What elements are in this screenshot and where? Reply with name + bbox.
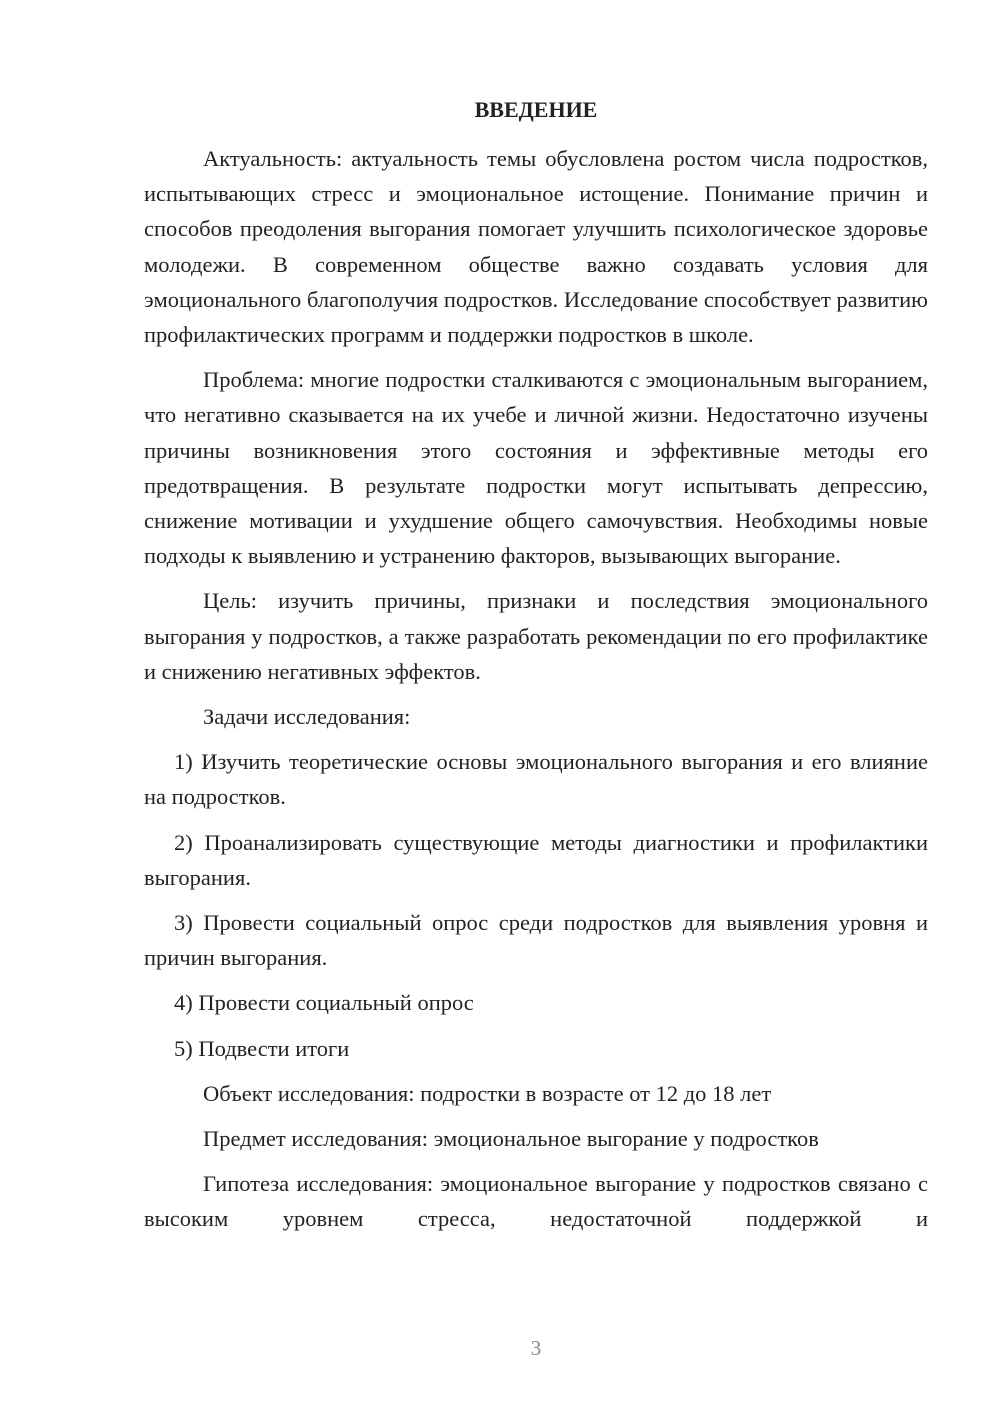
- task-item: 3) Провести социальный опрос среди подростков для выявления уровня и причин выгорания.: [144, 910, 928, 971]
- task-item: 2) Проанализировать существующие методы диагностики и профилактики выгорания.: [144, 829, 928, 890]
- task-item: 5) Подвести итоги: [174, 1035, 350, 1061]
- paragraph-problem: Проблема: многие подростки сталкиваются с эмоциональным выгоранием, что негативно сказывается на их учебе и личной жизни. Недостаточно изучены причины возникновения этого состояния и эффективные методы его предотвращения. В результате подростки могут испытывать депрессию, снижение мотивации и ухудшение общего самочувствия. Необходимы новые подходы к выявлению и устранению факторов, вызывающих выгорание.: [144, 367, 928, 569]
- paragraph-object: Объект исследования: подростки в возрасте от 12 до 18 лет: [203, 1080, 772, 1106]
- paragraph-subject: Предмет исследования: эмоциональное выгорание у подростков: [203, 1126, 819, 1152]
- paragraph-hypothesis: Гипотеза исследования: эмоциональное выгорание у подростков связано с высоким уровнем стресса, недостаточной поддержкой и: [144, 1171, 928, 1232]
- paragraph-goal: Цель: изучить причины, признаки и последствия эмоционального выгорания у подростков, а также разработать рекомендации по его профилактике и снижению негативных эффектов.: [144, 588, 928, 684]
- page-number: 3: [530, 1336, 542, 1360]
- task-item: 1) Изучить теоретические основы эмоционального выгорания и его влияние на подростков.: [144, 749, 928, 810]
- page-title: ВВЕДЕНИЕ: [474, 97, 598, 122]
- document-body: [144, 141, 928, 1247]
- task-item: 4) Провести социальный опрос: [174, 990, 474, 1016]
- paragraph-tasks-heading: Задачи исследования:: [203, 704, 411, 730]
- paragraph-relevance: Актуальность: актуальность темы обусловлена ростом числа подростков, испытывающих стресс и эмоциональное истощение. Понимание причин и способов преодоления выгорания помогает улучшить психологическое здоровье молодежи. В современном обществе важно создавать условия для эмоционального благополучия подростков. Исследование способствует развитию профилактических программ и поддержки подростков в школе.: [144, 146, 928, 348]
